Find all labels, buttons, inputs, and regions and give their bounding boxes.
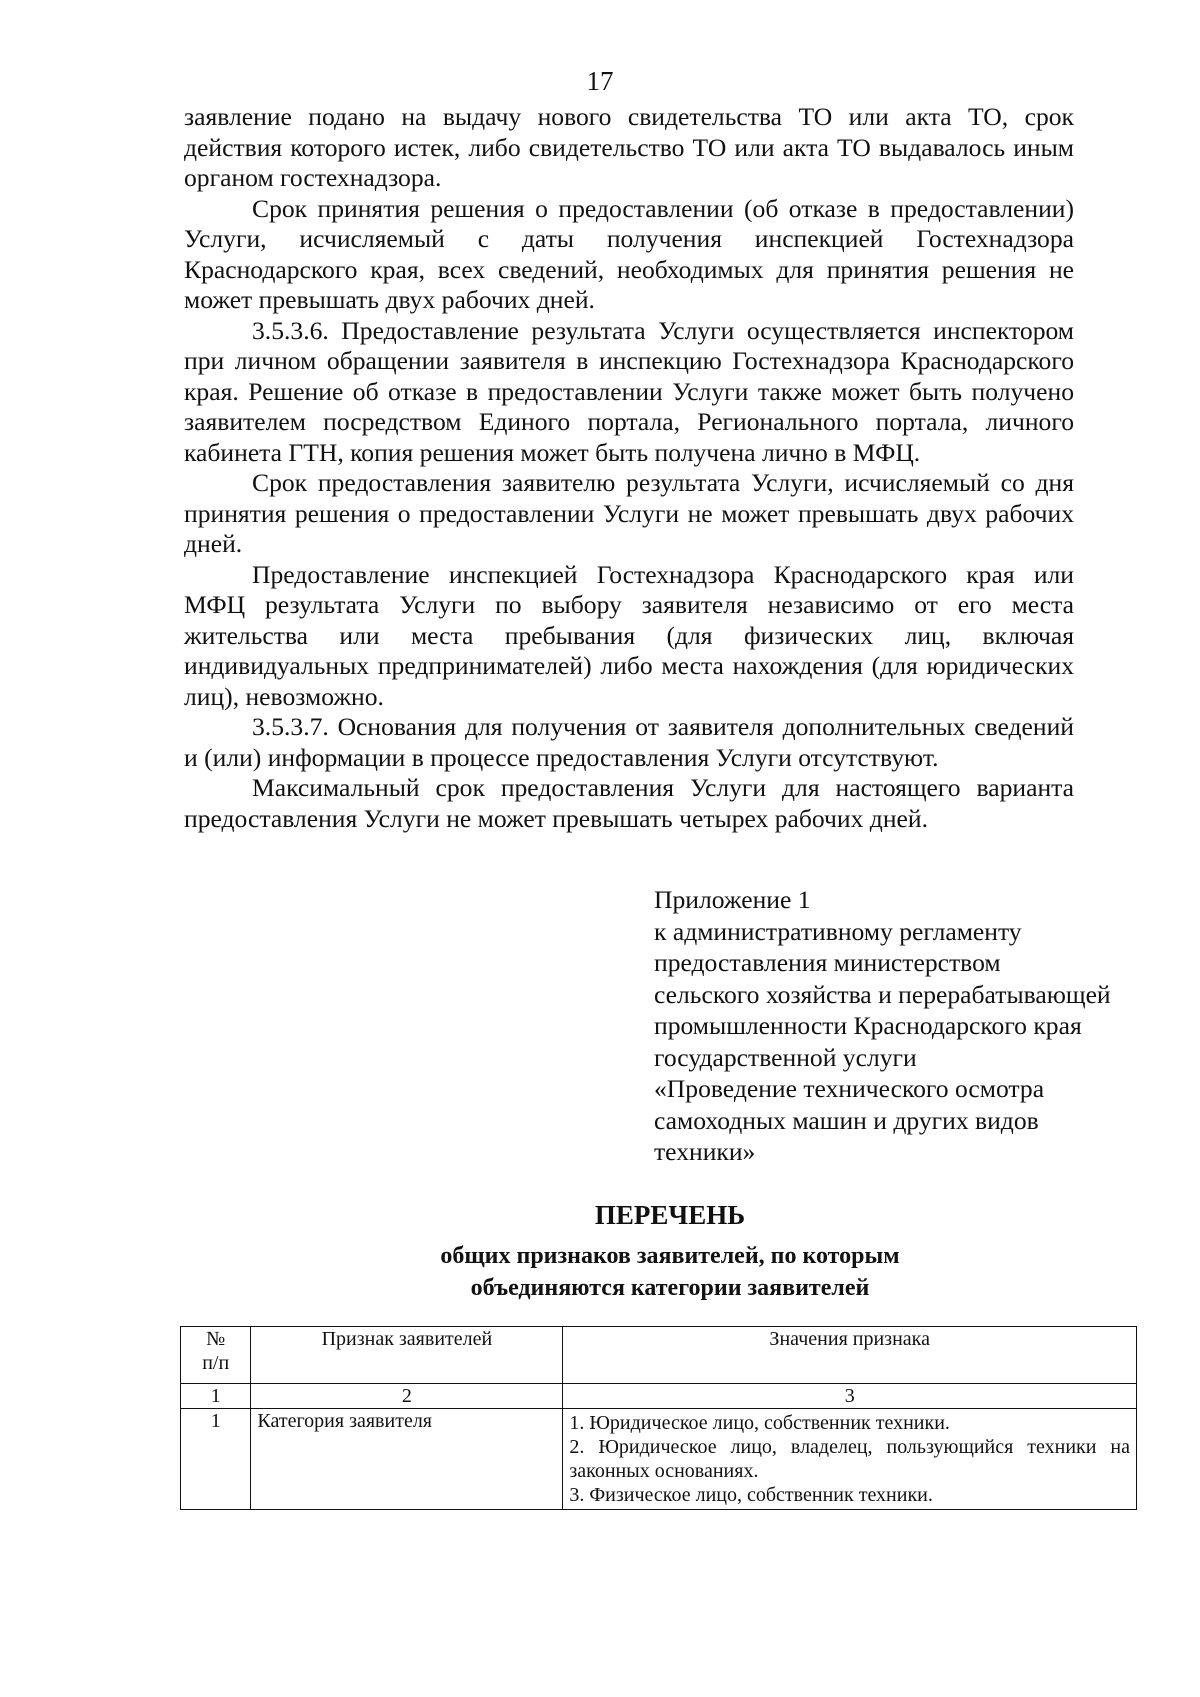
list-subtitle-line: объединяются категории заявителей (470, 1275, 870, 1301)
appendix-line: к административному регламенту (654, 916, 1022, 946)
row-value-item: 3. Физическое лицо, собственник техники. (569, 1484, 933, 1506)
column-number: 1 (181, 1384, 251, 1409)
header-number: № п/п (181, 1327, 251, 1384)
paragraph-4: Срок предоставления заявителю результата Услуги, исчисляемый со дня принятия решения о предоставлении Услуги не может превышать двух рабочих дней. (184, 468, 1074, 558)
appendix-block (654, 884, 1124, 1168)
appendix-line: техники» (654, 1137, 756, 1166)
paragraph-3: 3.5.3.6. Предоставление результата Услуги осуществляется инспектором при личном обращении заявителя в инспекцию Гостехнадзора Краснодарского края. Решение об отказе в предоставлении Услуги также может быть получено заявителем посредством Единого портала, Регионального портала, личного кабинета ГТН, копия решения может быть получена лично в МФЦ. (184, 315, 1074, 467)
row-number: 1 (181, 1409, 251, 1510)
list-subtitle (0, 1240, 1200, 1304)
list-title: ПЕРЕЧЕНЬ (594, 1200, 746, 1230)
appendix-line: Приложение 1 (654, 885, 811, 914)
paragraph-2: Срок принятия решения о предоставлении (об отказе в предоставлении) Услуги, исчисляемый с даты получения инспекцией Гостехнадзора Краснодарского края, всех сведений, необходимых для принятия решения не может превышать двух рабочих дней. (184, 193, 1074, 314)
appendix-line: сельского хозяйства и перерабатывающей (654, 979, 1111, 1009)
table-header-row (181, 1327, 1137, 1384)
applicant-features-table (180, 1326, 1137, 1510)
appendix-line: промышленности Краснодарского края (654, 1011, 1082, 1040)
column-number: 2 (251, 1384, 563, 1409)
paragraph-7: Максимальный срок предоставления Услуги для настоящего варианта предоставления Услуги не может превышать четырех рабочих дней. (184, 773, 1074, 833)
table-row (181, 1409, 1137, 1510)
row-value-item: 1. Юридическое лицо, собственник техники. (569, 1412, 950, 1434)
appendix-line: предоставления министерством (654, 948, 1001, 977)
appendix-line: «Проведение технического осмотра (654, 1074, 1045, 1103)
row-value-item: 2. Юридическое лицо, владелец, пользующийся техники на законных основаниях. (569, 1436, 1130, 1482)
appendix-line: самоходных машин и других видов (654, 1105, 1039, 1135)
table-column-numbers-row (181, 1384, 1137, 1409)
paragraph-6: 3.5.3.7. Основания для получения от заявителя дополнительных сведений и (или) информации в процессе предоставления Услуги отсутствуют. (184, 712, 1074, 772)
list-subtitle-line: общих признаков заявителей, по которым (440, 1243, 900, 1269)
paragraph-1: заявление подано на выдачу нового свидетельства ТО или акта ТО, срок действия которого истек, либо свидетельство ТО или акта ТО выдавалось иным органом гостехнадзора. (184, 102, 1074, 192)
appendix-line: государственной услуги (654, 1042, 917, 1072)
header-feature: Признак заявителей (251, 1327, 563, 1384)
page-number: 17 (586, 66, 614, 96)
paragraph-5: Предоставление инспекцией Гостехнадзора Краснодарского края или МФЦ результата Услуги по выбору заявителя независимо от его места жительства или места пребывания (для физических лиц, включая индивидуальных предпринимателей) либо места нахождения (для юридических лиц), невозможно. (184, 559, 1074, 711)
row-values (563, 1409, 1137, 1510)
row-feature: Категория заявителя (251, 1409, 563, 1510)
body-text (184, 102, 1074, 834)
header-values: Значения признака (563, 1327, 1137, 1384)
column-number: 3 (563, 1384, 1137, 1409)
